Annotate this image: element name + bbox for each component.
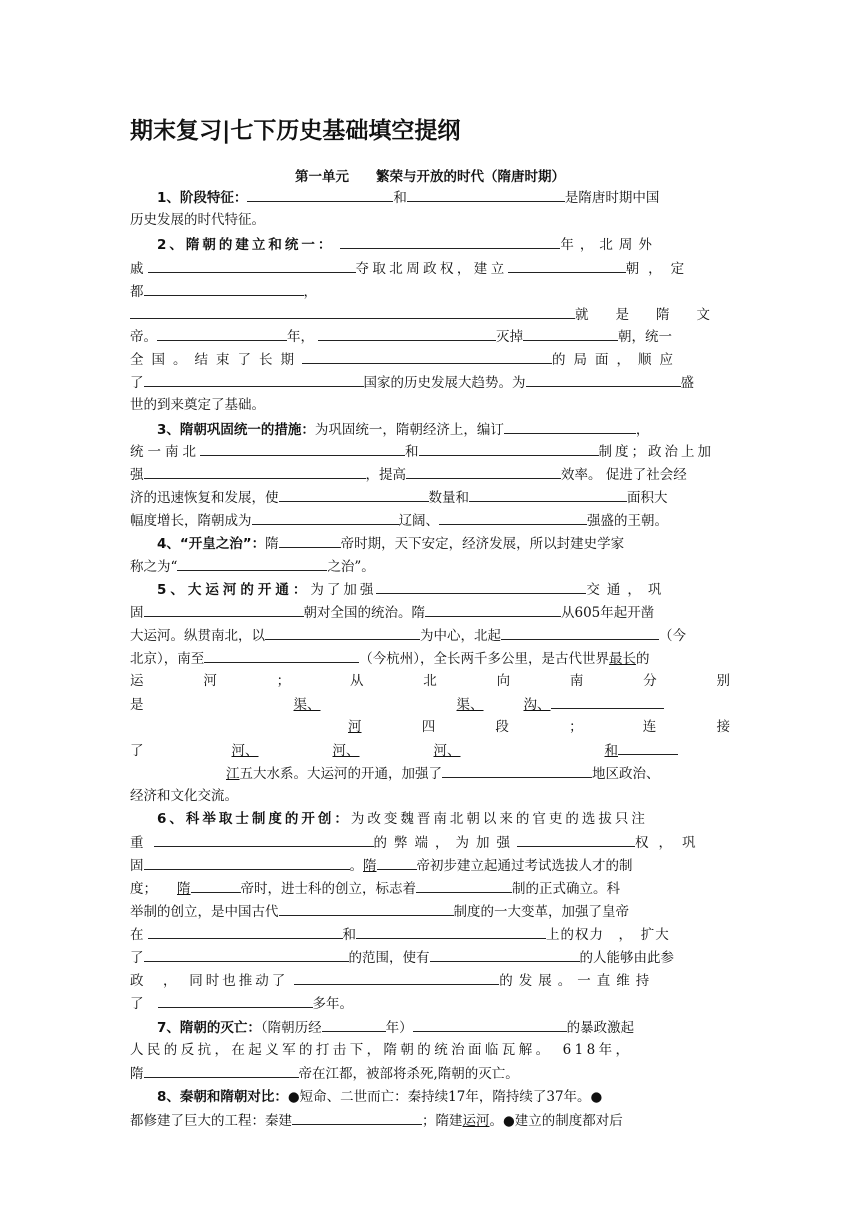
blank-field[interactable] [144,371,364,387]
text-line [130,371,730,394]
text: 朝，定 [625,261,694,277]
text-line [130,1039,730,1062]
section-label: 7、隋朝的灭亡： [157,1020,261,1036]
blank-field[interactable] [294,969,499,985]
text-line [130,946,730,969]
text: 别 [716,673,730,689]
text: 都修建了巨大的工程：秦建 [130,1113,292,1129]
text-line [130,509,730,532]
blank-field[interactable] [148,257,356,273]
blank-field[interactable] [130,303,575,319]
blank-field[interactable] [279,486,429,502]
text: ， [635,422,650,438]
text: 帝时期，天下安定，经济发展，所以封建史学家 [340,536,625,552]
blank-field[interactable] [419,440,599,456]
text-line [130,348,730,371]
text-line [130,532,730,555]
text: 分 [643,673,657,689]
text: 制的正式确立。科 [512,881,620,897]
text: （今 [659,628,686,644]
blank-field[interactable] [469,486,627,502]
text-line [130,601,730,624]
blank-field[interactable] [144,463,366,479]
text: 从605年起开凿 [561,605,655,621]
text: 帝在江都，被部将杀死,隋朝的灭亡。 [298,1066,519,1082]
text-line [130,418,730,441]
underlined-text: 河、 [433,743,461,759]
text: 的 [636,651,650,667]
text: 多年。 [312,996,353,1012]
blank-field[interactable] [526,371,681,387]
text-line [130,739,730,762]
text-line [130,716,730,739]
text-line [130,624,730,647]
text: 和 [393,190,407,206]
text: 了 [130,375,144,391]
text-line [130,831,730,854]
text: 在 [130,927,144,943]
text-line [130,992,730,1015]
text: 交通，巩 [586,582,669,598]
section-label: 4、“开皇之治”： [157,536,266,552]
blank-field[interactable] [252,509,399,525]
text: 了 [130,743,144,759]
text: 是隋唐时期中国 [564,190,660,206]
blank-field[interactable] [144,1062,299,1078]
text-line [130,486,730,509]
text: 河 [203,673,217,689]
blank-field[interactable] [279,900,454,916]
underlined-text: 最长 [609,651,636,667]
text-line [130,808,730,831]
text-line [130,257,730,280]
text: 大运河。纵贯南北，以 [130,628,265,644]
blank-field[interactable] [279,532,341,548]
blank-field[interactable] [551,693,664,709]
text: 制度的一大变革，加强了皇帝 [453,904,629,920]
blank-field[interactable] [292,1109,422,1125]
blank-field[interactable] [618,739,678,755]
text: ●短命、二世而亡：秦持续17年，隋持续了37年。● [287,1089,603,1105]
text: 济的迅速恢复和发展，使 [130,490,279,506]
text: 面积大 [627,490,668,506]
text-line [130,233,730,256]
text: 举制的创立，是中国古代 [130,904,279,920]
text: 的人能够由此参 [579,950,674,966]
blank-field[interactable] [322,1016,386,1032]
text-line [130,762,730,785]
text: 从 [349,673,364,689]
text: 夺取北周政权，建立 [355,261,508,277]
text: 连 [642,719,657,735]
underlined-text: 渠、 [456,697,484,713]
section-label: 8、秦朝和隋朝对比： [157,1089,288,1105]
blank-field[interactable] [177,555,327,571]
text: 和 [405,444,419,460]
text: 强盛的王朝。 [587,513,668,529]
blank-field[interactable] [356,923,546,939]
text-line [130,186,730,209]
text: 就 是 隋 文 [575,307,710,323]
document-title: 期末复习|七下历史基础填空提纲 [130,118,461,144]
text: 为中心，北起 [420,628,501,644]
blank-field[interactable] [247,186,393,202]
underlined-text: 渠、 [293,697,321,713]
text: 幅度增长，隋朝成为 [130,513,252,529]
text-line [130,923,730,946]
blank-field[interactable] [144,854,350,870]
text: 权，巩 [635,835,706,851]
blank-field[interactable] [407,186,565,202]
text: 制度；政治上加 [598,444,714,460]
text: 上的权力 ， 扩大 [546,927,670,943]
underlined-text: 隋 [177,881,191,897]
blank-field[interactable] [439,509,587,525]
text: 固 [130,605,144,621]
text: 的弊端，为加强 [373,835,517,851]
blank-field[interactable] [430,946,580,962]
text: 重 [130,835,144,851]
text: 了 [130,996,144,1012]
underlined-text: 运河 [462,1113,490,1129]
section-label: 6、科举取士制度的开创： [157,811,351,827]
text: 北 [423,673,437,689]
text: 北京），南至 [130,651,205,667]
blank-field[interactable] [318,325,496,341]
text: 帝。 [130,329,157,345]
text: 强 [130,467,144,483]
blank-field[interactable] [413,1016,567,1032]
text-line [130,325,730,348]
underlined-text: 江 [226,766,240,782]
text: 接 [716,719,730,735]
text-line [130,900,730,923]
text: 朝，统一 [618,329,672,345]
text: 南 [569,673,584,689]
text: 数量和 [428,490,469,506]
text: ； [569,719,583,735]
text: 是 [130,697,144,713]
text: 戚 [130,261,144,277]
text-line [130,1062,730,1085]
text: 向 [496,673,511,689]
blank-field[interactable] [144,946,349,962]
text: 年，北周外 [560,237,658,253]
text: 人民的反抗，在起义军的打击下，隋朝的统治面临瓦解。 618年， [130,1042,633,1058]
text: 的发展。一直维持 [499,973,656,989]
blank-field[interactable] [204,647,359,663]
text-line [130,1016,730,1039]
blank-field[interactable] [504,418,636,434]
blank-field[interactable] [376,578,586,594]
text-line [130,854,730,877]
text: ， [303,284,317,300]
text-line [130,578,730,601]
text-line: 世的到来奠定了基础。 [130,397,265,413]
section-label: 5、大运河的开通： [157,582,311,598]
blank-field[interactable] [154,831,374,847]
text: 为改变魏晋南北朝以来的官吏的选拔只注 [350,811,648,827]
text: 全国。结束了长期 [130,352,302,368]
text-line [130,303,730,326]
text-line [130,555,730,578]
blank-field[interactable] [157,325,287,341]
text: 统一南北 [130,444,200,460]
underlined-text: 河、 [332,743,360,759]
text: 的范围，使有 [348,950,430,966]
section-label: 3、隋朝巩固统一的措施： [157,422,315,438]
blank-field[interactable] [158,992,313,1008]
underlined-text: 河 [348,719,362,735]
blank-field[interactable] [144,280,304,296]
blank-field[interactable] [265,624,420,640]
underlined-text: 隋 [363,858,377,874]
underlined-text: 沟、 [523,697,551,713]
text: 隋 [265,536,279,552]
text: 灭掉 [496,329,523,345]
text: ，提高 [365,467,406,483]
blank-field[interactable] [200,440,405,456]
text: 帝初步建立起通过考试选拔人才的制 [416,858,633,874]
text: 之治”。 [327,559,375,575]
text: 国家的历史发展大趋势。为 [363,375,526,391]
blank-field[interactable] [416,877,512,893]
text: 朝对全国的统治。隋 [303,605,425,621]
blank-field[interactable] [517,831,635,847]
text-line [130,280,730,303]
text: （今杭州），全长两千多公里，是古代世界 [359,651,609,667]
text: 度； [130,881,157,897]
text: 了 [130,950,144,966]
text: ；隋建 [422,1113,463,1129]
blank-field[interactable] [302,348,552,364]
text: 政 ， 同时也推动了 [130,973,289,989]
text: 为了加强 [310,582,377,598]
text-line [130,1086,730,1109]
text-line [130,647,730,670]
text: 。●建立的制度都对后 [489,1113,623,1129]
unit-heading: 第一单元 繁荣与开放的时代（隋唐时期） [295,169,565,185]
section-label: 1、阶段特征： [157,190,248,206]
text: 年） [385,1020,413,1036]
underlined-text: 河、 [231,743,259,759]
blank-field[interactable] [377,854,417,870]
text: 都 [130,284,144,300]
blank-field[interactable] [148,923,343,939]
blank-field[interactable] [144,601,304,617]
blank-field[interactable] [191,877,241,893]
text: 的局面，顺应 [552,352,681,368]
text: 地区政治、 [592,766,660,782]
text: 效率。 促进了社会经 [561,467,687,483]
underlined-text: 和 [604,743,618,759]
blank-field[interactable] [406,463,561,479]
text: 隋 [130,1066,144,1082]
text: 段 [495,719,509,735]
text: 年， [287,329,314,345]
text: 四 [421,719,436,735]
text-line [130,670,730,693]
text: 辽阔、 [398,513,439,529]
text-line [130,463,730,486]
text: 。 [349,858,363,874]
text: 为巩固统一，隋朝经济上，编订 [314,422,504,438]
text-line: 历史发展的时代特征。 [130,212,265,228]
blank-field[interactable] [442,762,592,778]
text-line [130,969,730,992]
blank-field[interactable] [508,257,626,273]
text-line [130,693,730,716]
text: 固 [130,858,144,874]
text: 运 [130,673,144,689]
text-line [130,877,730,900]
text: 帝时，进士科的创立，标志着 [240,881,416,897]
text: 称之为“ [130,559,178,575]
blank-field[interactable] [340,233,560,249]
text: 的暴政激起 [566,1020,635,1036]
blank-field[interactable] [523,325,618,341]
section-label: 2、隋朝的建立和统一： [157,237,335,253]
text-line [130,440,730,463]
text: 盛 [680,375,694,391]
blank-field[interactable] [501,624,659,640]
text: （隋朝历经 [260,1020,322,1036]
text: 和 [342,927,356,943]
text-line [130,1109,730,1132]
text: ； [276,673,291,689]
text-line: 经济和文化交流。 [130,788,238,804]
blank-field[interactable] [425,601,561,617]
text: 五大水系。大运河的开通，加强了 [239,766,442,782]
